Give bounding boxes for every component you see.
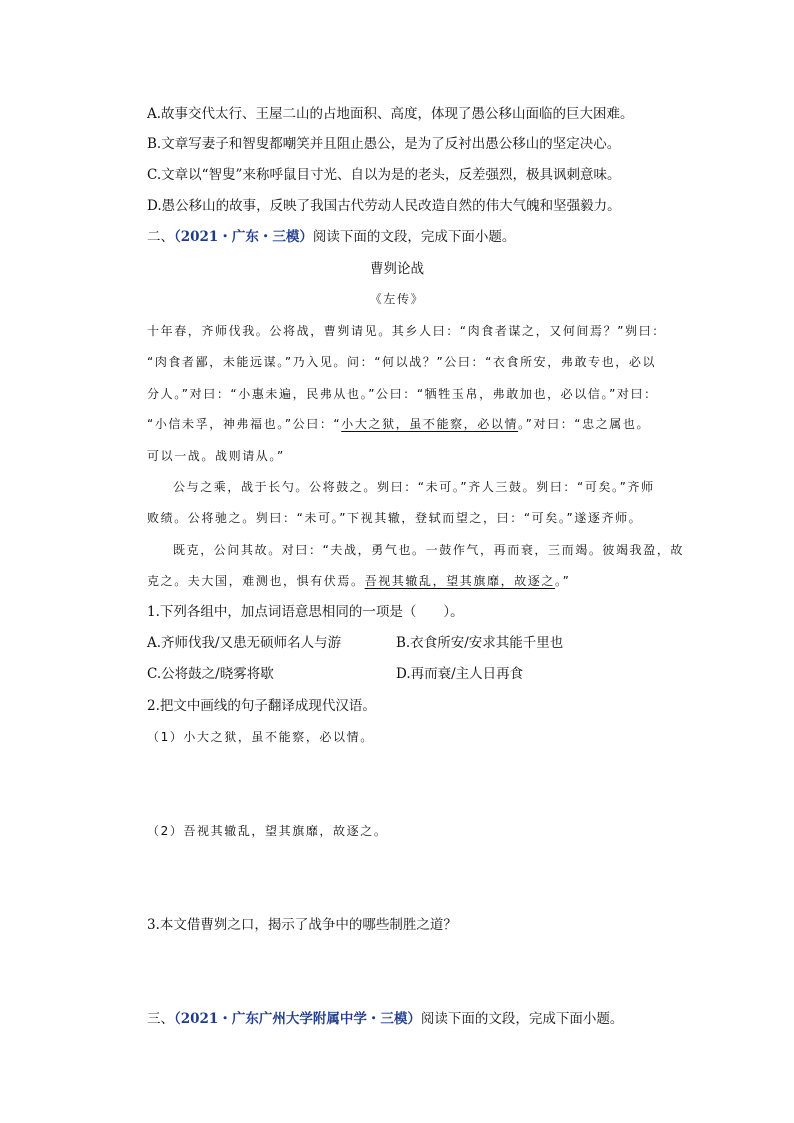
passage-line: 可以一战。战则请从。” xyxy=(147,449,285,463)
passage-source: 《左传》 xyxy=(369,292,425,306)
section-number: 三、 xyxy=(147,1011,174,1027)
passage-line: 公与之乘，战于长勺。公将鼓之。刿曰：“未可。”齐人三鼓。刿曰：“可矣。”齐师 xyxy=(173,480,655,494)
exam-source: 2021・广东广州大学附属中学・三模 xyxy=(180,1011,408,1027)
question-1-option-a: A.齐师伐我/又患无硕师名人与游 xyxy=(147,635,342,651)
option-b: B.文章写妻子和智叟都嘲笑并且阻止愚公，是为了反衬出愚公移山的坚定决心。 xyxy=(147,136,621,152)
section-number: 二、 xyxy=(147,229,174,245)
question-2-item-2: （2）吾视其辙乱，望其旗靡，故逐之。 xyxy=(147,824,388,838)
question-1-option-b: B.衣食所安/安求其能千里也 xyxy=(396,635,564,651)
passage-line: 分人。”对曰：“小惠未遍，民弗从也。”公曰：“牺牲玉帛，弗敢加也，必以信。”对曰： xyxy=(147,387,658,401)
section-instruction: 阅读下面的文段，完成下面小题。 xyxy=(312,229,516,245)
option-d: D.愚公移山的故事，反映了我国古代劳动人民改造自然的伟大气魄和坚强毅力。 xyxy=(147,198,621,214)
section-2-heading: 二、（2021・广东・三模）阅读下面的文段，完成下面小题。 xyxy=(147,229,516,245)
passage-line: 败绩。公将驰之。刿曰：“未可。”下视其辙，登轼而望之，曰：“可矣。”遂逐齐师。 xyxy=(147,511,643,525)
underlined-sentence: 小大之狱，虽不能察，必以情 xyxy=(341,417,519,431)
passage-line: “小信未孚，神弗福也。”公曰：“小大之狱，虽不能察，必以情。”对曰：“忠之属也。 xyxy=(147,417,651,431)
section-3-heading: 三、（2021・广东广州大学附属中学・三模）阅读下面的文段，完成下面小题。 xyxy=(147,1011,624,1027)
option-a: A.故事交代太行、王屋二山的占地面积、高度，体现了愚公移山面临的巨大困难。 xyxy=(147,106,634,122)
section-instruction: 阅读下面的文段，完成下面小题。 xyxy=(420,1011,624,1027)
question-1-option-d: D.再而衰/主人日再食 xyxy=(396,666,524,682)
question-1-option-c: C.公将鼓之/晓雾将歇 xyxy=(147,666,274,682)
passage-line: “肉食者鄙，未能远谋。”乃入见。问：“何以战？”公曰：“衣食所安，弗敢专也，必以 xyxy=(147,355,657,369)
option-c: C.文章以“智叟”来称呼鼠目寸光、自以为是的老头，反差强烈，极具讽刺意味。 xyxy=(147,167,621,183)
passage-line: 克之。夫大国，难测也，惧有伏焉。吾视其辙乱，望其旗靡，故逐之。” xyxy=(147,574,571,588)
passage-line: 十年春，齐师伐我。公将战，曹刿请见。其乡人曰：“肉食者谋之，又何间焉？”刿曰： xyxy=(147,324,666,338)
underlined-sentence: 吾视其辙乱，望其旗靡，故逐之 xyxy=(364,574,556,588)
exam-source: 2021・广东・三模 xyxy=(180,229,300,245)
question-2: 2.把文中画线的句子翻译成现代汉语。 xyxy=(147,698,376,714)
passage-line: 既克，公问其故。对曰：“夫战，勇气也。一鼓作气，再而衰，三而竭。彼竭我盈，故 xyxy=(173,543,685,557)
passage-title: 曹刿论战 xyxy=(370,261,424,277)
question-1: 1.下列各组中，加点词语意思相同的一项是（ ）。 xyxy=(147,604,464,620)
question-2-item-1: （1）小大之狱，虽不能察，必以情。 xyxy=(147,730,374,744)
question-3: 3.本文借曹刿之口，揭示了战争中的哪些制胜之道？ xyxy=(147,917,457,933)
